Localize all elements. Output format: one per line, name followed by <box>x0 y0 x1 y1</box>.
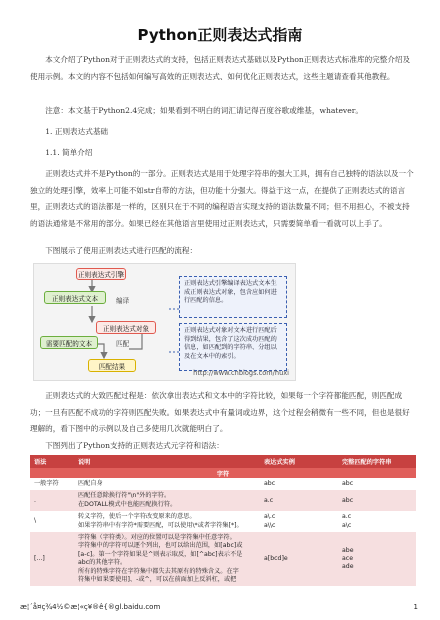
example-cell-line: a[bcd]e <box>264 555 288 563</box>
match-cell <box>338 490 416 511</box>
description-cell <box>74 490 260 511</box>
example-cell <box>260 532 338 586</box>
diagram-caption: 下图展示了使用正则表达式进行匹配的流程： <box>45 246 198 255</box>
match-cell-line: ace <box>342 555 354 563</box>
table-row <box>30 490 416 511</box>
description-cell-line: 如果字符串中有字符*需要匹配，可以使用\*或者字符集[*]。 <box>78 521 243 529</box>
table-header-row <box>30 455 416 468</box>
description-cell-line: 符集中如果要使用]、-或^，可以在前面加上反斜杠，或把 <box>78 576 237 584</box>
match-cell-line: abc <box>342 496 354 504</box>
body-paragraph-2: 正则表达式的大致匹配过程是：依次拿出表达式和文本中的字符比较，如果每一个字符都能匹配，则匹配成功；一旦有匹配不成功的字符则匹配失败。如果表达式中有量词或边界，这个过程会稍微有一些不同，但也是很好理解的，看下图中的示例以及自己多使用几次就能明白了。 <box>30 391 410 433</box>
footer-text: æ¦´å¤ç¾4½©æ¦«ç¥®ê{®gl.baidu.com <box>20 603 161 611</box>
example-cell <box>260 478 338 490</box>
note-match: 正则表达式对象对文本进行匹配后得到结果，包含了这次成功匹配的信息，如匹配到的字符串、分组以及在文本中的索引。 <box>179 323 287 371</box>
match-cell <box>338 478 416 490</box>
engine-box: 正则表达式引擎 <box>76 268 126 280</box>
description-cell <box>74 532 260 586</box>
col-header-example: 表达式实例 <box>264 459 295 466</box>
intro-paragraph: 本文介绍了Python对于正则表达式的支持，包括正则表达式基础以及Python正则表达式标准库的完整介绍及使用示例。本文的内容不包括如何编写高效的正则表达式、如何优化正则表达式，这些主题请查看其他教程。 <box>30 55 411 81</box>
regex-flow-diagram <box>33 263 296 381</box>
table-subheader-row <box>30 468 416 478</box>
example-cell-line: a\\c <box>264 521 276 529</box>
input-text-box: 需要匹配的文本 <box>40 336 98 349</box>
description-cell-line: 字符集中的字符可以逐个列出，也可以给出范围，如[abc]或 <box>78 542 243 550</box>
syntax-cell: [...] <box>30 532 74 586</box>
table-row <box>30 478 416 490</box>
syntax-cell: \ <box>30 511 74 532</box>
regex-text-box: 正则表达式文本 <box>44 291 106 304</box>
col-header-description: 说明 <box>78 459 91 466</box>
match-cell-line: a.c <box>342 513 352 521</box>
description-cell <box>74 511 260 532</box>
example-cell-line: a.c <box>264 496 274 504</box>
table-caption: 下图列出了Python支持的正则表达式元字符和语法： <box>45 441 224 450</box>
description-cell-line: 在DOTALL模式中也能匹配换行符。 <box>78 500 177 508</box>
match-cell <box>338 532 416 586</box>
regex-object-box: 正则表达式对象 <box>96 321 156 334</box>
description-cell-line: 字符集（字符类）。对应的位置可以是字符集中任意字符。 <box>78 534 236 542</box>
example-cell-line: a\.c <box>264 513 276 521</box>
syntax-cell: 一般字符 <box>30 478 74 490</box>
diagram-watermark: http://www.cnblogs.com/huxi <box>193 369 289 377</box>
syntax-cell: . <box>30 490 74 511</box>
section-heading-1-1: 1.1. 简单介绍 <box>45 148 93 157</box>
match-cell-line: abc <box>342 480 354 487</box>
table-row <box>30 511 416 532</box>
table-row <box>30 532 416 586</box>
description-cell-line: [a-c]。第一个字符如果是^则表示取反，如[^abc]表示不是 <box>78 550 243 558</box>
compile-label: 编译 <box>116 297 130 305</box>
col-header-syntax: 语法 <box>34 459 47 466</box>
regex-syntax-table <box>30 455 416 586</box>
example-cell <box>260 511 338 532</box>
body-paragraph-1: 正则表达式并不是Python的一部分。正则表达式是用于处理字符串的强大工具，拥有自己独特的语法以及一个独立的处理引擎，效率上可能不如str自带的方法，但功能十分强大。得益于这一点，在提供了正则表达式的语言里，正则表达式的语法都是一样的，区别只在于不同的编程语言实现支持的语法数量不同；但不用担心，不被支持的语法通常是不常用的部分。如果已经在其他语言里使用过正则表达式，只需要简单看一看就可以上手了。 <box>30 169 414 228</box>
example-cell <box>260 490 338 511</box>
note-compile: 正则表达式引擎编译表达式文本生成正则表达式对象，包含应如何进行匹配的信息。 <box>179 276 287 318</box>
match-cell-line: a\c <box>342 521 352 529</box>
description-cell-line: 匹配任意除换行符"\n"外的字符。 <box>78 492 171 500</box>
match-result-box: 匹配结果 <box>88 359 136 372</box>
description-cell <box>74 478 260 490</box>
page-number: 1 <box>413 603 418 611</box>
description-cell-line: 所有的特殊字符在字符集中都失去其原有的特殊含义。在字 <box>78 567 239 575</box>
description-cell-line: 转义字符，使后一个字符改变原来的意思。 <box>78 513 196 521</box>
note-paragraph: 注意：本文基于Python2.4完成；如果看到不明白的词汇请记得百度谷歌或维基，whatever。 <box>45 106 363 115</box>
match-cell-line: ade <box>342 563 354 571</box>
col-header-match: 完整匹配的字符串 <box>342 459 392 466</box>
example-cell-line: abc <box>264 480 276 487</box>
description-cell-line: abc的其他字符。 <box>78 559 127 567</box>
subheader-characters: 字符 <box>216 470 230 478</box>
match-label: 匹配 <box>116 340 130 348</box>
match-cell-line: abe <box>342 546 354 554</box>
section-heading-1: 1. 正则表达式基础 <box>45 127 109 136</box>
description-cell-line: 匹配自身 <box>78 480 103 487</box>
match-cell <box>338 511 416 532</box>
page-title: Python正则表达式指南 <box>137 26 303 44</box>
